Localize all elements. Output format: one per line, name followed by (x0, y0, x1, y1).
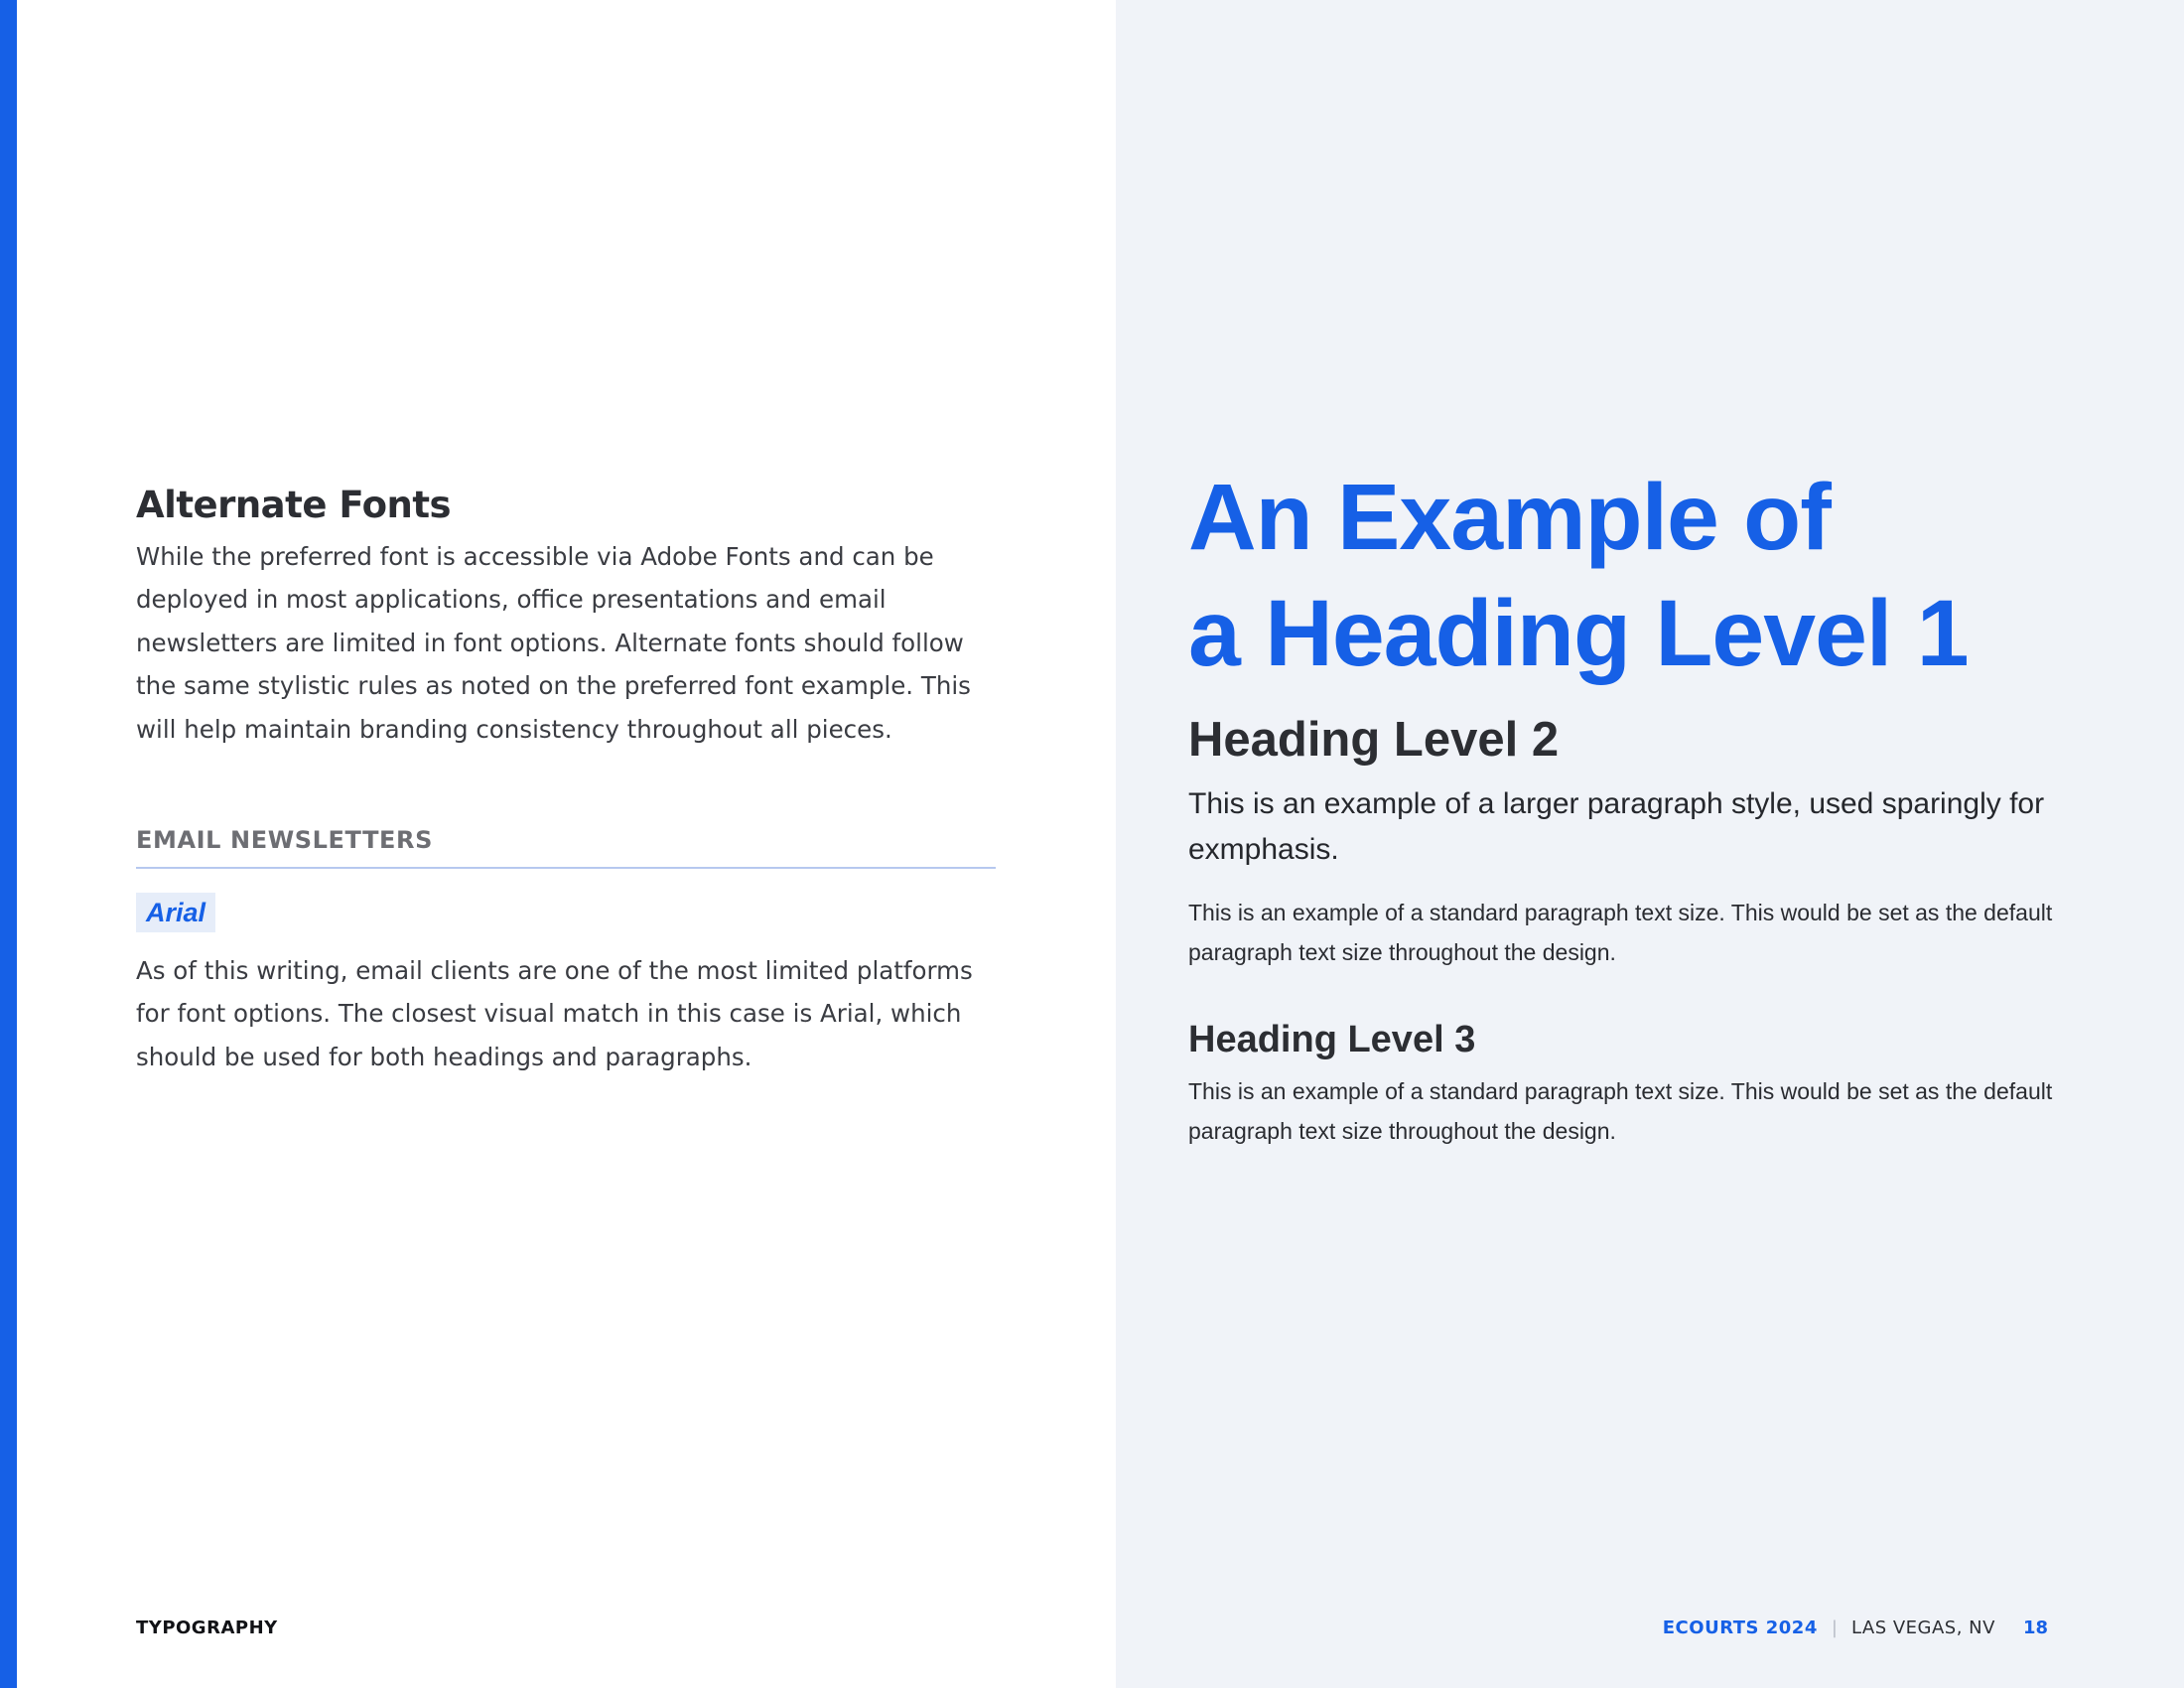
large-paragraph-example: This is an example of a larger paragraph style, used sparingly for exmphasis. (1188, 787, 2045, 866)
alternate-fonts-section (136, 482, 1000, 1078)
font-name-tag: Arial (136, 893, 215, 932)
heading-level-1-line-2: a Heading Level 1 (1188, 581, 1969, 686)
heading-level-3-example: Heading Level 3 (1188, 1019, 1476, 1060)
section-intro-paragraph: While the preferred font is accessible via Adobe Fonts and can be deployed in most applications, office presentations and email newsletters are limited in font options. Alternate fonts should follow the same stylistic rules as noted on the preferred font example. This will help maintain branding consistency throughout all pieces. (136, 542, 971, 744)
email-newsletters-paragraph: As of this writing, email clients are one of the most limited platforms for font options. The closest visual match in this case is Arial, which should be used for both headings and paragraphs. (136, 956, 973, 1071)
heading-examples (1188, 460, 2082, 1151)
section-title: Alternate Fonts (136, 484, 452, 526)
footer-info (1663, 1618, 2048, 1638)
footer-section-label: TYPOGRAPHY (136, 1618, 278, 1638)
standard-paragraph-example-2: This is an example of a standard paragraph text size. This would be set as the default paragraph text size throughout the design. (1188, 1078, 2053, 1144)
heading-level-2-example: Heading Level 2 (1188, 713, 1560, 767)
divider (136, 867, 996, 869)
heading-level-1-line-1: An Example of (1188, 465, 1831, 570)
accent-bar (0, 0, 17, 1688)
footer-location: LAS VEGAS, NV (1850, 1618, 1995, 1638)
heading-level-1-example (1188, 460, 2082, 692)
standard-paragraph-example-1: This is an example of a standard paragraph text size. This would be set as the default paragraph text size throughout the design. (1188, 900, 2053, 965)
footer-separator: | (1831, 1618, 1838, 1638)
page-number: 18 (2022, 1618, 2048, 1638)
footer-event: ECOURTS 2024 (1662, 1618, 1818, 1638)
email-newsletters-heading: EMAIL NEWSLETTERS (136, 826, 434, 855)
